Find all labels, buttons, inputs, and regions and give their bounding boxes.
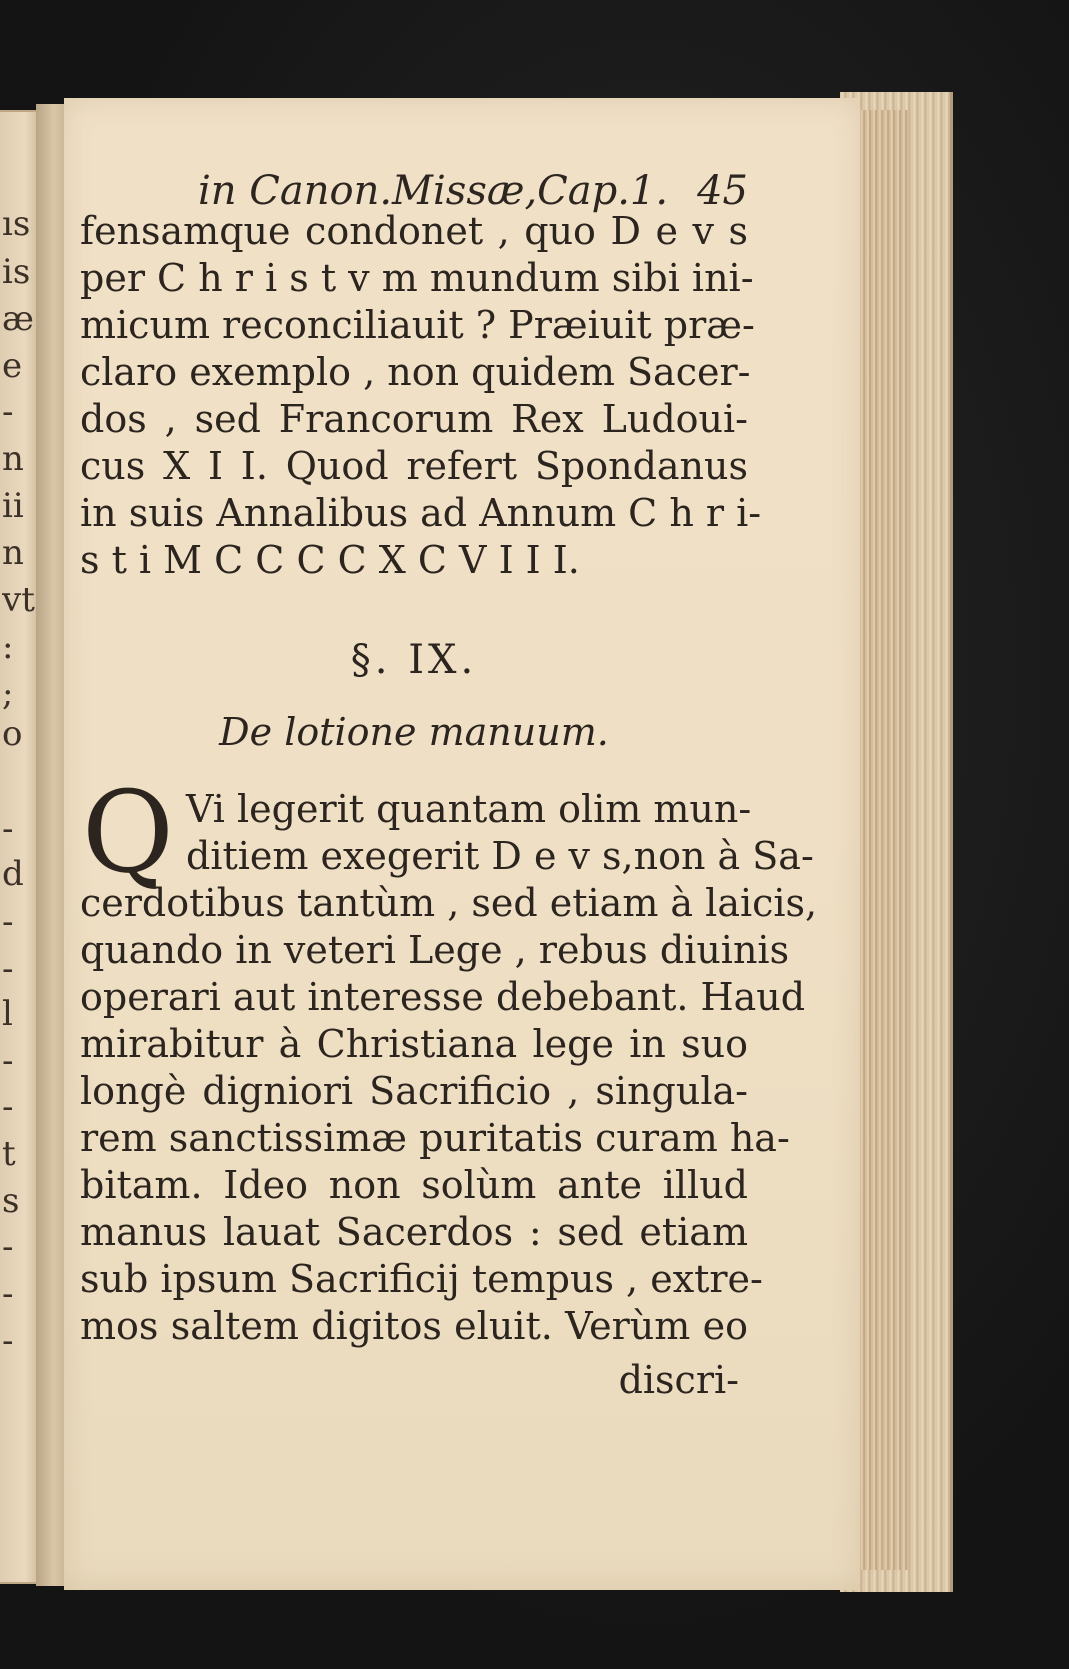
text-line: cerdotibus tantùm , sed etiam à laicis, — [80, 881, 818, 925]
prev-fragment: ıs — [2, 207, 31, 241]
prev-fragment: s — [2, 1184, 20, 1218]
prev-fragment: - — [2, 1090, 14, 1124]
prev-fragment: l — [2, 997, 13, 1031]
prev-fragment: æ — [2, 302, 34, 336]
text-line: micum reconciliauit ? Præiuit præ- — [80, 303, 755, 347]
prev-fragment: vt — [2, 583, 35, 617]
text-line: mos saltem digitos eluit. Verùm eo — [80, 1304, 748, 1348]
text-line: mirabitur à Christiana lege in suo — [80, 1022, 748, 1066]
text-line: dos , sed Francorum Rex Ludoui- — [80, 397, 748, 441]
prev-fragment: d — [2, 857, 24, 891]
prev-fragment: - — [2, 905, 14, 939]
prev-fragment: ; — [2, 677, 14, 711]
prev-fragment: : — [2, 630, 14, 664]
prev-fragment: o — [2, 717, 23, 751]
text-line: per C h r i s t v m mundum sibi ini- — [80, 256, 754, 300]
section-heading: §. IX. — [350, 637, 478, 683]
text-line: Vi legerit quantam olim mun- — [186, 787, 752, 831]
prev-fragment: - — [2, 1324, 14, 1358]
text-line: sub ipsum Sacrificij tempus , extre- — [80, 1257, 763, 1301]
text-line: rem sanctissimæ puritatis curam ha- — [80, 1116, 790, 1160]
page-edges-inner — [860, 110, 908, 1570]
text-line: cus X I I. Quod refert Spondanus — [80, 444, 748, 488]
prev-fragment: - — [2, 1044, 14, 1078]
text-line: ditiem exegerit D e v s,non à Sa- — [186, 834, 814, 878]
prev-fragment: e — [2, 349, 23, 383]
text-line: claro exemplo , non quidem Sacer- — [80, 350, 751, 394]
catchword: discri- — [618, 1358, 739, 1402]
text-line: in suis Annalibus ad Annum C h r i- — [80, 491, 762, 535]
text-line: longè digniori Sacrificio , singula- — [80, 1069, 748, 1113]
drop-initial: Q — [82, 768, 174, 898]
text-line: quando in veteri Lege , rebus diuinis — [80, 928, 790, 972]
running-title: in Canon.Missæ,Cap.1. — [198, 168, 669, 214]
page-number: 45 — [697, 168, 748, 214]
prev-fragment: - — [2, 812, 14, 846]
prev-fragment: is — [2, 255, 31, 289]
paragraph — [80, 786, 818, 1350]
prev-fragment: - — [2, 1277, 14, 1311]
prev-fragment: ii — [2, 489, 24, 523]
prev-fragment: - — [2, 1230, 14, 1264]
body-text-block — [80, 208, 762, 584]
text-line: s t i M C C C C X C V I I I. — [80, 538, 580, 582]
text-line: fensamque condonet , quo D e v s — [80, 209, 748, 253]
prev-fragment: - — [2, 952, 14, 986]
prev-fragment: t — [2, 1137, 16, 1171]
prev-fragment: - — [2, 395, 14, 429]
prev-fragment: n — [2, 442, 24, 476]
text-line: bitam. Ideo non solùm ante illud — [80, 1163, 748, 1207]
prev-fragment: n — [2, 536, 24, 570]
section-subheading: De lotione manuum. — [219, 710, 609, 754]
text-line: operari aut interesse debebant. Haud — [80, 975, 806, 1019]
text-line: manus lauat Sacerdos : sed etiam — [80, 1210, 748, 1254]
